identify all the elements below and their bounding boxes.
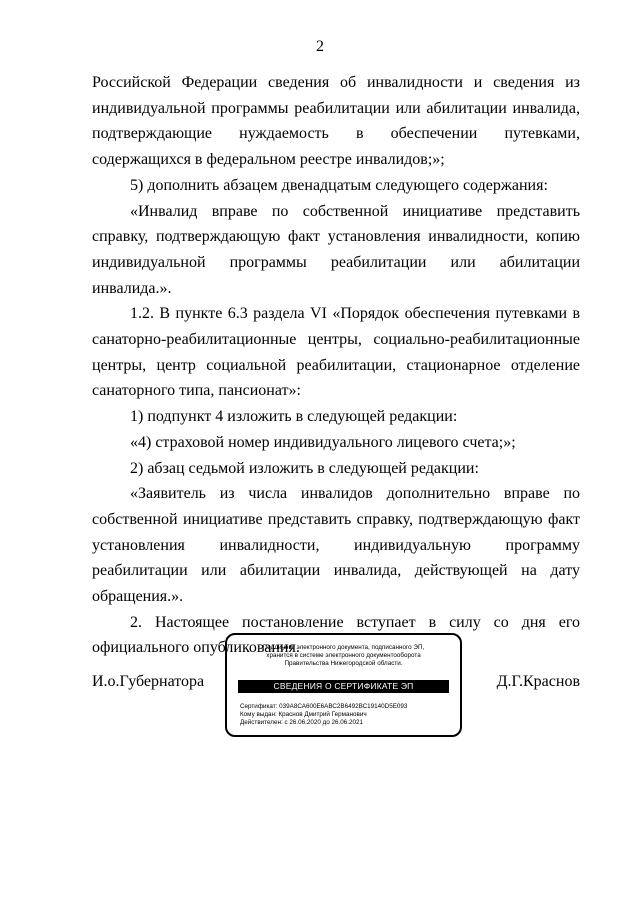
paragraph: «4) страховой номер индивидуального лицевого счета;»; (130, 433, 516, 451)
document-body (92, 70, 580, 661)
paragraph: 2. Настоящее постановление вступает в силу со дня его официального опубликования. (92, 613, 580, 657)
paragraph: «Инвалид вправе по собственной инициативе представить справку, подтверждающую факт установления инвалидности, копию индивидуальной программы реабилитации или абилитации инвалида.». (92, 202, 580, 297)
paragraph: 5) дополнить абзацем двенадцатым следующего содержания: (130, 176, 548, 194)
signer-name: Д.Г.Краснов (496, 673, 580, 690)
signer-title: И.о.Губернатора (92, 673, 205, 690)
paragraph: «Заявитель из числа инвалидов дополнительно вправе по собственной инициативе представить справку, подтверждающую факт установления инвалидности, индивидуальную программу реабилитации или абилитации инвалида, действующей на дату обращения.». (92, 485, 580, 606)
stamp-header-line: Подлинник электронного документа, подписанного ЭП, (262, 644, 425, 651)
certificate-number: Сертификат: 039А8СА600Е6АВС2В6492ВС19140D5Е093 (240, 703, 408, 710)
stamp-title-bar: СВЕДЕНИЯ О СЕРТИФИКАТЕ ЭП (238, 680, 449, 693)
certificate-validity: Действителен: с 26.06.2020 до 26.06.2021 (240, 719, 364, 727)
electronic-signature-stamp (225, 633, 462, 737)
stamp-header (227, 644, 460, 668)
paragraph: Российской Федерации сведения об инвалидности и сведения из индивидуальной программы реабилитации или абилитации инвалида, подтверждающие нуждаемость в обеспечении путевками, содержащихся в федеральном реестре инвалидов;»; (92, 74, 580, 169)
page-number: 2 (316, 38, 324, 55)
stamp-header-line: Правительства Нижегородской области. (284, 660, 403, 667)
paragraph: 1.2. В пункте 6.3 раздела VI «Порядок обеспечения путевками в санаторно-реабилитационные центры, социально-реабилитационные центры, центр социальной реабилитации, стационарное отделение санаторного типа, пансионат»: (92, 305, 580, 400)
stamp-details (240, 703, 407, 728)
stamp-header-line: хранится в системе электронного документооборота (266, 652, 421, 659)
paragraph: 1) подпункт 4 изложить в следующей редакции: (130, 408, 458, 426)
signature-block (92, 633, 580, 741)
paragraph: 2) абзац седьмой изложить в следующей редакции: (130, 459, 479, 477)
certificate-owner: Кому выдан: Краснов Дмитрий Германович (240, 711, 367, 719)
